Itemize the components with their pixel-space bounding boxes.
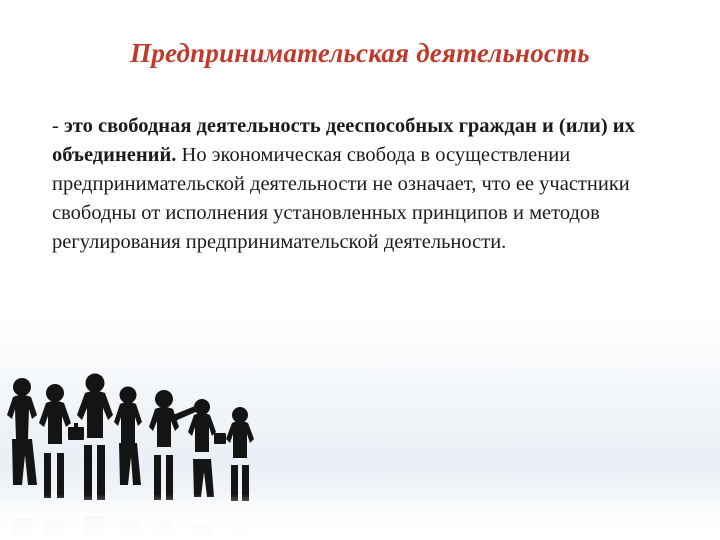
silhouettes-reflection <box>0 492 330 540</box>
page-title: Предпринимательская деятельность <box>130 38 590 68</box>
body-dash: - <box>52 115 64 137</box>
silhouette-figure-6 <box>188 399 226 497</box>
silhouette-figure-5 <box>149 390 198 500</box>
body-rest: Но экономическая свобода в осуществлении предпринимательской деятельности не означает, что ее участники свободны от исполнения установленных принципов и методов регулирования предпринимательской деятельности. <box>52 144 630 254</box>
silhouette-figure-4 <box>114 387 142 486</box>
silhouette-figure-1 <box>7 378 37 485</box>
body-bold-lead: это свободная деятельность дееспособных граждан и (или) их объединений. <box>52 115 635 167</box>
silhouette-figure-7 <box>226 407 254 501</box>
silhouette-figure-2 <box>39 384 84 498</box>
slide-body-text <box>52 112 652 258</box>
